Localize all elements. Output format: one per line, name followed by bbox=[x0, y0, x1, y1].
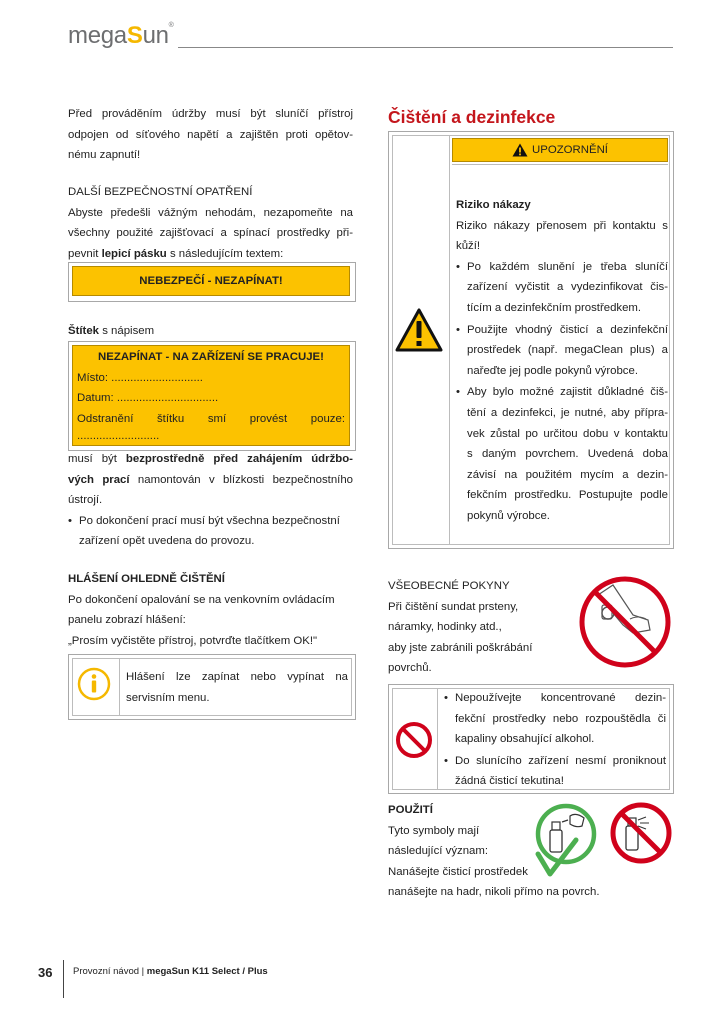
prohibit-text bbox=[444, 688, 666, 792]
logo-part-s: S bbox=[126, 22, 143, 49]
sign-title: NEZAPÍNAT - NA ZAŘÍZENÍ SE PRACUJE! bbox=[98, 351, 324, 363]
section-heading: VŠEOBECNÉ POKYNY bbox=[388, 580, 510, 592]
text-line: s daným povrchem. Uvedená doba bbox=[467, 448, 668, 461]
warning-header-rule bbox=[452, 164, 668, 165]
text-run: namontován v blízkosti bezpečnostního bbox=[129, 473, 353, 486]
spray-prohibited-icon bbox=[608, 800, 674, 866]
footer-text-run: Provozní návod | bbox=[73, 966, 147, 977]
info-divider bbox=[119, 658, 120, 716]
text-line: Při čištění sundat prsteny, bbox=[388, 600, 519, 613]
text-line: vek zůstal po určitou dobu v kontaktu bbox=[467, 427, 668, 440]
text-run: pevnit bbox=[68, 247, 102, 260]
sign-date: Datum: ................................ bbox=[77, 392, 219, 405]
info-icon bbox=[77, 667, 111, 701]
text-line: nému zapnutí! bbox=[68, 149, 141, 162]
risk-bullets bbox=[456, 257, 668, 527]
text-line: náramky, hodinky atd., bbox=[388, 621, 502, 634]
text-line: Před prováděním údržby musí být sluníčí přístroj bbox=[68, 108, 353, 120]
cloth-allowed-icon bbox=[532, 800, 602, 880]
no-jewelry-icon bbox=[578, 575, 672, 669]
text-line: ústrojí. bbox=[68, 494, 103, 507]
text-line: • Po každém slunění je třeba sluníčí bbox=[467, 260, 668, 273]
text-line: zařízení opět uvedena do provozu. bbox=[79, 535, 255, 548]
prohibit-bullets bbox=[444, 688, 666, 792]
text-line: odpojen od síťového napětí a zajištěn proti opětov- bbox=[68, 128, 353, 141]
warning-divider bbox=[449, 135, 450, 545]
text-line: Hlášení lze zapínat nebo vypínat na bbox=[126, 671, 348, 683]
logo-part: mega bbox=[68, 22, 127, 49]
footer-bold-run: megaSun K11 Select / Plus bbox=[146, 966, 268, 977]
text-line: panelu zobrazí hlášení: bbox=[68, 614, 186, 627]
bold-run: lepicí pásku bbox=[101, 247, 167, 260]
logo-reg: ® bbox=[168, 22, 174, 29]
prohibit-box bbox=[388, 684, 674, 794]
list-item bbox=[456, 257, 668, 319]
text-line: prostředek (např. megaClean plus) a bbox=[467, 344, 668, 357]
sign-label bbox=[68, 321, 154, 342]
text-line: povrchů. bbox=[388, 662, 432, 675]
bullet-list bbox=[68, 511, 353, 552]
sign-content bbox=[72, 345, 350, 446]
text-line bbox=[68, 470, 353, 491]
footer-doc-title bbox=[73, 966, 268, 977]
bold-run: vých prací bbox=[68, 473, 130, 486]
warning-label: UPOZORNĚNÍ bbox=[532, 144, 608, 156]
list-item bbox=[456, 382, 668, 526]
text-line: závisí na použitém mycím a dezin- bbox=[467, 468, 668, 481]
section-heading: DALŠÍ BEZPEČNOSTNÍ OPATŘENÍ bbox=[68, 186, 253, 198]
text-line: fekční prostředky nebo rozpouštědla či bbox=[455, 712, 666, 725]
header-rule bbox=[178, 47, 673, 48]
danger-label: NEBEZPEČÍ - NEZAPÍNAT! bbox=[72, 266, 350, 296]
text-line: fekčním prostředku. Postupujte podle bbox=[467, 489, 668, 502]
text-line: Tyto symboly mají bbox=[388, 824, 480, 837]
info-box bbox=[68, 654, 356, 720]
text-line: „Prosím vyčistěte přístroj, potvrďte tlačítkem OK!" bbox=[68, 634, 318, 647]
general-section bbox=[388, 576, 588, 679]
mount-paragraph bbox=[68, 449, 353, 552]
text-line: • Aby bylo možné zajistit důkladné čiš- bbox=[467, 386, 668, 399]
text-line: následující význam: bbox=[388, 845, 489, 858]
bold-run: bezprostředně před zahájením údržbo- bbox=[125, 453, 353, 465]
warning-header bbox=[452, 138, 668, 162]
list-item bbox=[456, 320, 668, 382]
text-line: tění a dezinfekci, je nutné, aby přípra- bbox=[467, 406, 668, 419]
risk-heading: Riziko nákazy bbox=[456, 199, 531, 211]
logo-part: un bbox=[142, 22, 169, 49]
text-line: • Použijte vhodný čisticí a dezinfekční bbox=[467, 323, 668, 336]
text-line: Abyste předešli vážným nehodám, nezapomeňte na bbox=[68, 206, 353, 219]
bold-run: Štítek bbox=[68, 325, 100, 337]
clean-message-section bbox=[68, 569, 353, 651]
sign-remove-dots: .......................... bbox=[77, 430, 160, 443]
prohibit-divider bbox=[437, 688, 438, 790]
text-line: • Do slunícího zařízení nesmí proniknout bbox=[455, 754, 666, 767]
info-text bbox=[126, 667, 348, 708]
danger-box bbox=[68, 262, 356, 302]
text-line: servisním menu. bbox=[126, 691, 210, 704]
sign-remove: Odstranění štítku smí provést pouze: bbox=[77, 412, 345, 425]
section-heading: HLÁŠENÍ OHLEDNĚ ČIŠTĚNÍ bbox=[68, 573, 225, 585]
text-line: žádná čisticí tekutina! bbox=[455, 775, 564, 788]
sign-box bbox=[68, 341, 356, 451]
text-line: Riziko nákazy přenosem při kontaktu s bbox=[456, 219, 668, 232]
page-number: 36 bbox=[38, 965, 53, 980]
text-line: všechny použité zajišťovací a spínací prostředky při- bbox=[68, 227, 353, 240]
text-line: Po dokončení opalování se na venkovním ovládacím bbox=[68, 593, 335, 606]
text-line bbox=[68, 449, 353, 470]
footer-rule bbox=[63, 960, 64, 998]
text-run: musí být bbox=[68, 453, 126, 465]
text-line: kůží! bbox=[456, 240, 481, 253]
text-run: s nápisem bbox=[99, 325, 155, 337]
intro-paragraph bbox=[68, 104, 353, 166]
list-item bbox=[68, 511, 353, 552]
sign-place: Místo: ............................. bbox=[77, 371, 203, 384]
text-line: nanášejte na hadr, nikoli přímo na povrch. bbox=[388, 886, 600, 899]
section-heading: POUŽITÍ bbox=[388, 804, 433, 816]
text-line: zařízení vyčistit a vydezinfikovat čis- bbox=[467, 281, 668, 294]
text-line: • Po dokončení prací musí být všechna bezpečnostní bbox=[79, 514, 340, 527]
section-title: Čištění a dezinfekce bbox=[388, 107, 556, 127]
list-item bbox=[444, 751, 666, 792]
text-line: pokynů výrobce. bbox=[467, 509, 550, 522]
brand-logo bbox=[68, 22, 174, 50]
prohibition-icon bbox=[395, 721, 433, 759]
text-line: Nanášejte čisticí prostředek bbox=[388, 865, 528, 878]
risk-text bbox=[456, 195, 668, 527]
text-run: s následujícím textem: bbox=[166, 247, 284, 260]
warning-small-icon bbox=[512, 143, 528, 157]
text-line: nařeďte jej podle pokynů výrobce. bbox=[467, 364, 639, 377]
warning-box bbox=[388, 131, 674, 549]
safety-section bbox=[68, 182, 353, 264]
list-item bbox=[444, 688, 666, 750]
text-line: tícím a dezinfekčním prostředkem. bbox=[467, 301, 642, 314]
text-line: aby jste zabránili poškrábání bbox=[388, 641, 533, 654]
warning-triangle-icon bbox=[395, 308, 443, 352]
text-line: kapaliny obsahující alkohol. bbox=[455, 733, 595, 746]
text-line: • Nepoužívejte koncentrované dezin- bbox=[455, 692, 666, 704]
